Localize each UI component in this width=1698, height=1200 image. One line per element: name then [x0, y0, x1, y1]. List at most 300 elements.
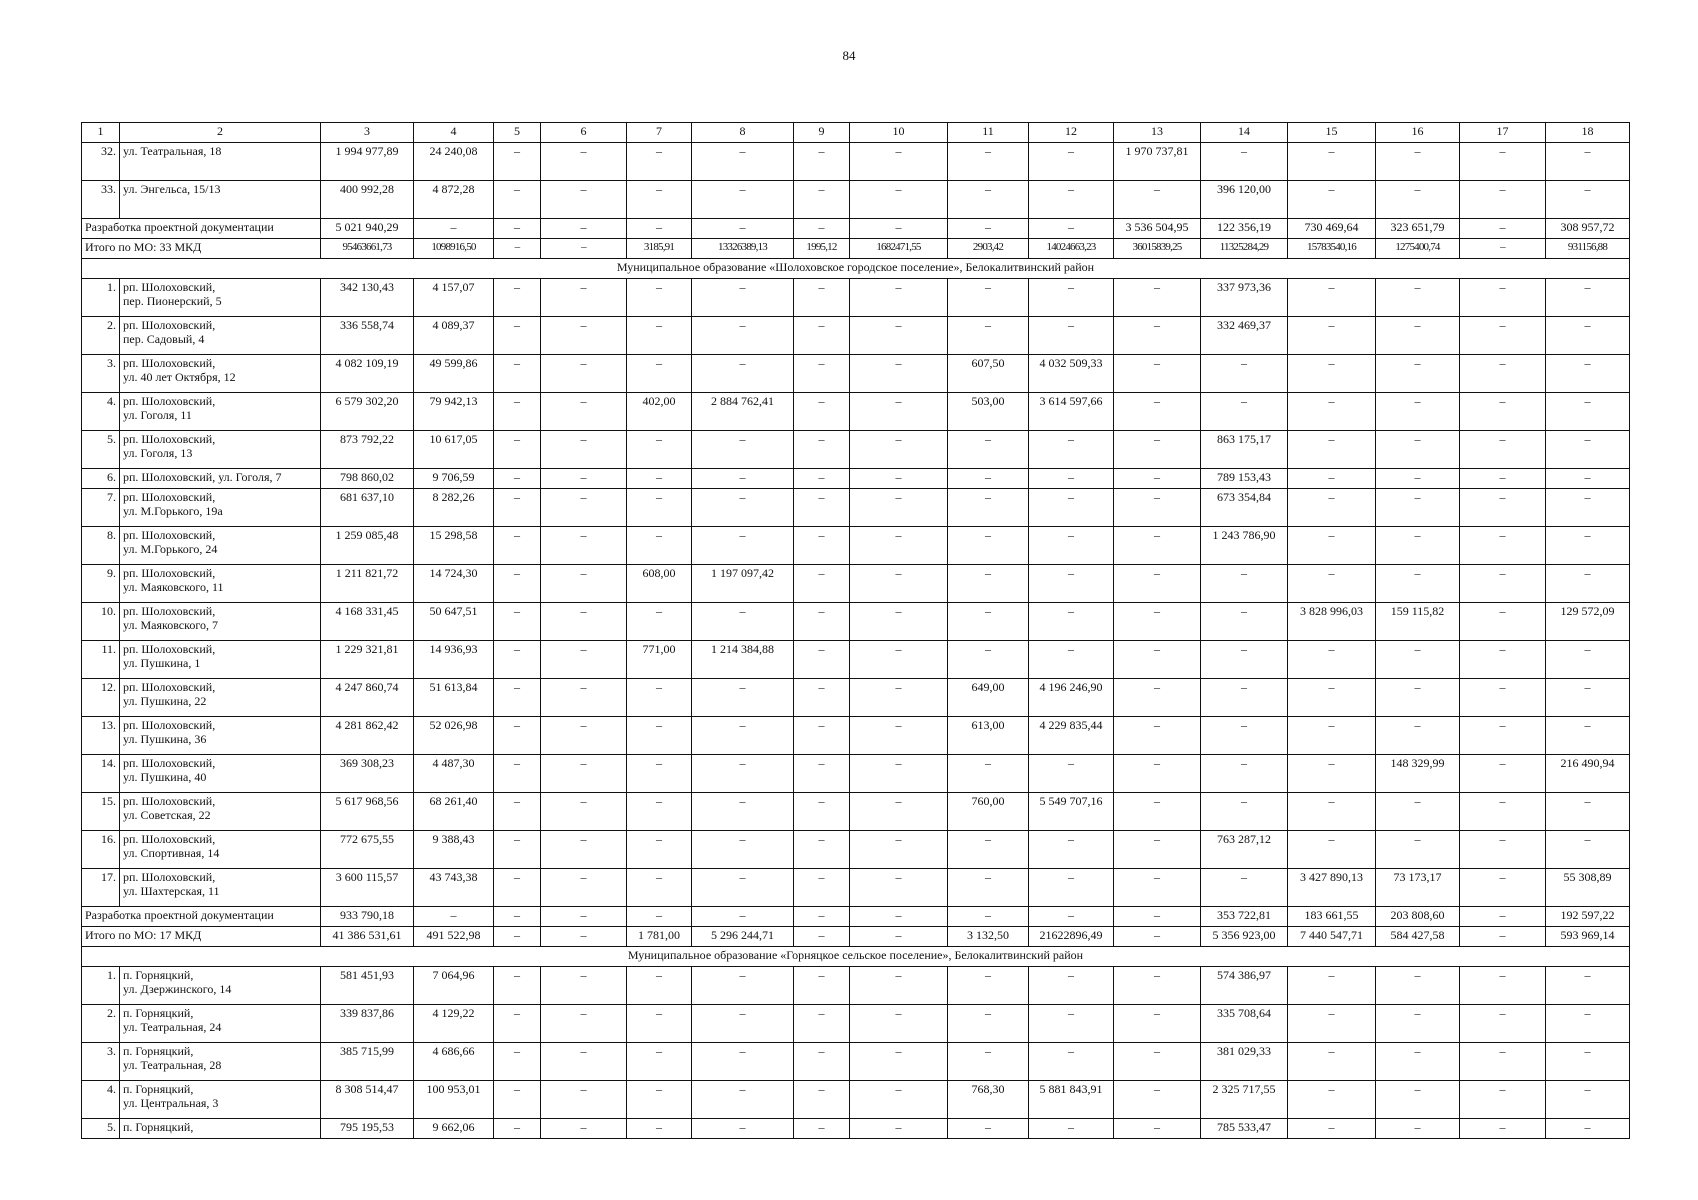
- table-row: [82, 469, 1630, 489]
- table-cell: –: [1546, 565, 1630, 603]
- summary-row: [82, 907, 1630, 927]
- table-cell: –: [541, 317, 627, 355]
- table-cell: 14 724,30: [414, 565, 494, 603]
- table-cell: –: [1546, 431, 1630, 469]
- table-cell: –: [1029, 143, 1114, 181]
- table-cell: 1275400,74: [1376, 239, 1460, 259]
- table-cell: –: [541, 1081, 627, 1119]
- table-cell: –: [1114, 907, 1201, 927]
- address-line-2: ул. 40 лет Октября, 12: [123, 370, 236, 384]
- table-cell: 4 089,37: [414, 317, 494, 355]
- row-number: 4.: [82, 1081, 120, 1119]
- table-cell: –: [794, 603, 850, 641]
- address-line-2: ул. Пушкина, 1: [123, 656, 201, 670]
- table-cell: 4 686,66: [414, 1043, 494, 1081]
- table-cell: –: [1114, 793, 1201, 831]
- table-cell: 339 837,86: [321, 1005, 414, 1043]
- table-cell: –: [1546, 143, 1630, 181]
- table-cell: –: [1546, 1043, 1630, 1081]
- address-line-2: ул. Маяковского, 7: [123, 618, 218, 632]
- address-line-2: ул. Пушкина, 36: [123, 732, 207, 746]
- table-cell: –: [1114, 927, 1201, 947]
- table-cell: 873 792,22: [321, 431, 414, 469]
- table-cell: –: [850, 565, 948, 603]
- address-cell: [120, 755, 321, 793]
- table-cell: –: [850, 869, 948, 907]
- table-cell: –: [1376, 565, 1460, 603]
- table-cell: –: [1288, 527, 1376, 565]
- table-cell: –: [1114, 755, 1201, 793]
- table-cell: –: [1376, 355, 1460, 393]
- table-cell: –: [1460, 1081, 1546, 1119]
- column-header: 17: [1460, 123, 1546, 143]
- table-row: [82, 603, 1630, 641]
- table-cell: 5 356 923,00: [1201, 927, 1288, 947]
- table-cell: –: [948, 1043, 1029, 1081]
- table-cell: –: [494, 967, 541, 1005]
- table-cell: –: [794, 717, 850, 755]
- table-cell: –: [1460, 1119, 1546, 1139]
- address-cell: [120, 603, 321, 641]
- table-cell: –: [850, 469, 948, 489]
- table-cell: 337 973,36: [1201, 279, 1288, 317]
- column-header: 2: [120, 123, 321, 143]
- table-cell: –: [948, 565, 1029, 603]
- table-cell: 122 356,19: [1201, 219, 1288, 239]
- table-cell: –: [794, 469, 850, 489]
- table-cell: –: [692, 355, 794, 393]
- column-header: 6: [541, 123, 627, 143]
- table-cell: –: [494, 927, 541, 947]
- table-cell: –: [1460, 469, 1546, 489]
- address-cell: [120, 1005, 321, 1043]
- table-cell: –: [494, 1119, 541, 1139]
- address-line-2: ул. Пушкина, 40: [123, 770, 207, 784]
- table-cell: 3 828 996,03: [1288, 603, 1376, 641]
- table-cell: –: [1029, 565, 1114, 603]
- table-cell: –: [1460, 755, 1546, 793]
- table-cell: –: [1029, 755, 1114, 793]
- table-cell: –: [794, 181, 850, 219]
- table-cell: –: [627, 679, 692, 717]
- table-cell: 4 247 860,74: [321, 679, 414, 717]
- column-header: 1: [82, 123, 120, 143]
- table-cell: –: [692, 1081, 794, 1119]
- table-cell: –: [1460, 393, 1546, 431]
- column-header: 5: [494, 123, 541, 143]
- table-cell: –: [850, 279, 948, 317]
- table-cell: 14 936,93: [414, 641, 494, 679]
- table-cell: –: [1029, 641, 1114, 679]
- table-cell: 763 287,12: [1201, 831, 1288, 869]
- table-cell: –: [850, 641, 948, 679]
- table-cell: –: [1460, 565, 1546, 603]
- address-line-2: ул. Театральная, 28: [123, 1058, 222, 1072]
- table-cell: –: [850, 355, 948, 393]
- summary-row: [82, 927, 1630, 947]
- table-cell: –: [1114, 279, 1201, 317]
- table-cell: –: [494, 143, 541, 181]
- table-cell: –: [541, 469, 627, 489]
- table-cell: –: [692, 143, 794, 181]
- table-cell: –: [948, 755, 1029, 793]
- address-cell: [120, 469, 321, 489]
- table-cell: –: [1546, 831, 1630, 869]
- table-cell: –: [1376, 1005, 1460, 1043]
- row-number: 12.: [82, 679, 120, 717]
- table-cell: 613,00: [948, 717, 1029, 755]
- table-cell: –: [1376, 143, 1460, 181]
- table-cell: –: [1201, 755, 1288, 793]
- table-cell: 4 196 246,90: [1029, 679, 1114, 717]
- table-cell: 681 637,10: [321, 489, 414, 527]
- table-cell: –: [1376, 641, 1460, 679]
- table-cell: 21622896,49: [1029, 927, 1114, 947]
- row-number: 33.: [82, 181, 120, 219]
- table-cell: –: [850, 143, 948, 181]
- table-cell: –: [692, 831, 794, 869]
- table-cell: –: [1114, 355, 1201, 393]
- table-cell: 7 064,96: [414, 967, 494, 1005]
- table-cell: –: [850, 927, 948, 947]
- table-cell: 52 026,98: [414, 717, 494, 755]
- table-cell: –: [541, 717, 627, 755]
- table-cell: 4 229 835,44: [1029, 717, 1114, 755]
- table-cell: 771,00: [627, 641, 692, 679]
- table-cell: –: [541, 869, 627, 907]
- address-line-2: ул. Маяковского, 11: [123, 580, 224, 594]
- address-line-2: ул. Спортивная, 14: [123, 846, 220, 860]
- table-cell: 863 175,17: [1201, 431, 1288, 469]
- summary-label: Итого по МО: 17 МКД: [82, 927, 321, 947]
- address-line-2: пер. Пионерский, 5: [123, 294, 222, 308]
- address-line-1: рп. Шолоховский,: [123, 318, 216, 332]
- table-cell: –: [948, 527, 1029, 565]
- table-cell: –: [948, 143, 1029, 181]
- table-cell: –: [692, 717, 794, 755]
- table-cell: –: [1288, 489, 1376, 527]
- table-cell: –: [1460, 143, 1546, 181]
- table-cell: –: [1460, 641, 1546, 679]
- table-cell: 5 549 707,16: [1029, 793, 1114, 831]
- address-line-1: п. Горняцкий,: [123, 1120, 194, 1134]
- table-cell: –: [1114, 317, 1201, 355]
- table-cell: –: [692, 755, 794, 793]
- row-number: 16.: [82, 831, 120, 869]
- table-cell: –: [948, 831, 1029, 869]
- table-cell: –: [692, 1119, 794, 1139]
- table-cell: 159 115,82: [1376, 603, 1460, 641]
- table-cell: –: [541, 565, 627, 603]
- table-cell: –: [1288, 793, 1376, 831]
- table-cell: –: [692, 317, 794, 355]
- table-cell: 931156,88: [1546, 239, 1630, 259]
- table-cell: –: [692, 869, 794, 907]
- table-cell: 50 647,51: [414, 603, 494, 641]
- table-cell: –: [948, 641, 1029, 679]
- column-header: 14: [1201, 123, 1288, 143]
- table-cell: 36015839,25: [1114, 239, 1201, 259]
- table-cell: –: [1546, 967, 1630, 1005]
- table-cell: –: [1029, 1005, 1114, 1043]
- table-cell: 789 153,43: [1201, 469, 1288, 489]
- table-cell: 14024663,23: [1029, 239, 1114, 259]
- table-cell: –: [1376, 717, 1460, 755]
- table-cell: –: [1201, 565, 1288, 603]
- table-cell: –: [1546, 355, 1630, 393]
- table-cell: –: [1376, 181, 1460, 219]
- table-cell: –: [1460, 869, 1546, 907]
- table-cell: –: [494, 431, 541, 469]
- table-cell: –: [1460, 279, 1546, 317]
- table-cell: 1995,12: [794, 239, 850, 259]
- table-cell: 8 308 514,47: [321, 1081, 414, 1119]
- table-cell: 4 129,22: [414, 1005, 494, 1043]
- page-number: 84: [842, 48, 856, 63]
- table-cell: 183 661,55: [1288, 907, 1376, 927]
- address-line-1: рп. Шолоховский,: [123, 280, 216, 294]
- table-cell: 1 211 821,72: [321, 565, 414, 603]
- table-body: [82, 123, 1630, 1139]
- table-cell: –: [541, 219, 627, 239]
- table-cell: –: [494, 869, 541, 907]
- address-line-1: рп. Шолоховский,: [123, 356, 216, 370]
- table-row: [82, 1005, 1630, 1043]
- table-cell: –: [1288, 967, 1376, 1005]
- table-cell: 4 281 862,42: [321, 717, 414, 755]
- table-cell: –: [1288, 469, 1376, 489]
- table-cell: –: [494, 907, 541, 927]
- table-cell: –: [948, 603, 1029, 641]
- table-cell: 730 469,64: [1288, 219, 1376, 239]
- section-row: [82, 259, 1630, 279]
- table-cell: –: [850, 431, 948, 469]
- column-header: 9: [794, 123, 850, 143]
- address-line-2: ул. Центральная, 3: [123, 1096, 219, 1110]
- address-cell: [120, 355, 321, 393]
- address-cell: [120, 1081, 321, 1119]
- table-cell: 607,50: [948, 355, 1029, 393]
- table-cell: –: [1376, 831, 1460, 869]
- table-cell: –: [692, 279, 794, 317]
- table-cell: –: [627, 1081, 692, 1119]
- table-cell: 100 953,01: [414, 1081, 494, 1119]
- table-cell: –: [1114, 527, 1201, 565]
- table-cell: –: [494, 755, 541, 793]
- table-cell: –: [1460, 967, 1546, 1005]
- table-row: [82, 831, 1630, 869]
- table-cell: –: [794, 527, 850, 565]
- table-cell: –: [1029, 831, 1114, 869]
- table-cell: –: [1460, 603, 1546, 641]
- table-cell: –: [1376, 967, 1460, 1005]
- table-cell: –: [1460, 927, 1546, 947]
- table-cell: 3 600 115,57: [321, 869, 414, 907]
- row-number: 10.: [82, 603, 120, 641]
- table-cell: –: [948, 181, 1029, 219]
- table-cell: –: [1288, 355, 1376, 393]
- table-cell: –: [541, 755, 627, 793]
- table-cell: –: [1029, 907, 1114, 927]
- table-cell: –: [627, 181, 692, 219]
- section-title: Муниципальное образование «Горняцкое сельское поселение», Белокалитвинский район: [82, 947, 1630, 967]
- table-cell: –: [794, 317, 850, 355]
- table-cell: –: [541, 1005, 627, 1043]
- table-cell: 43 743,38: [414, 869, 494, 907]
- table-cell: –: [692, 793, 794, 831]
- table-cell: 10 617,05: [414, 431, 494, 469]
- address-line-1: п. Горняцкий,: [123, 1044, 194, 1058]
- table-cell: –: [850, 755, 948, 793]
- address-line-1: рп. Шолоховский,: [123, 794, 216, 808]
- table-cell: –: [692, 181, 794, 219]
- table-cell: –: [1114, 717, 1201, 755]
- table-cell: –: [1288, 565, 1376, 603]
- table-cell: –: [627, 1005, 692, 1043]
- table-cell: –: [692, 469, 794, 489]
- table-cell: –: [850, 831, 948, 869]
- table-cell: –: [1029, 527, 1114, 565]
- address-line-1: рп. Шолоховский,: [123, 490, 216, 504]
- address-line-1: п. Горняцкий,: [123, 968, 194, 982]
- table-cell: –: [692, 527, 794, 565]
- table-cell: –: [627, 317, 692, 355]
- table-cell: –: [1288, 679, 1376, 717]
- table-cell: –: [794, 279, 850, 317]
- table-cell: –: [1460, 317, 1546, 355]
- table-cell: –: [850, 317, 948, 355]
- table-cell: –: [1546, 793, 1630, 831]
- column-header: 8: [692, 123, 794, 143]
- address-line-2: ул. Театральная, 24: [123, 1020, 222, 1034]
- table-cell: 323 651,79: [1376, 219, 1460, 239]
- table-cell: –: [494, 219, 541, 239]
- table-cell: –: [1460, 431, 1546, 469]
- table-cell: –: [1460, 239, 1546, 259]
- table-cell: –: [1376, 279, 1460, 317]
- table-cell: –: [494, 793, 541, 831]
- row-number: 1.: [82, 967, 120, 1005]
- address-line-1: рп. Шолоховский,: [123, 432, 216, 446]
- table-cell: –: [1288, 393, 1376, 431]
- table-cell: –: [1288, 717, 1376, 755]
- table-cell: –: [1288, 317, 1376, 355]
- address-line-1: п. Горняцкий,: [123, 1006, 194, 1020]
- section-row: [82, 947, 1630, 967]
- table-cell: 1 197 097,42: [692, 565, 794, 603]
- table-cell: 216 490,94: [1546, 755, 1630, 793]
- table-cell: –: [627, 489, 692, 527]
- table-cell: 8 282,26: [414, 489, 494, 527]
- table-cell: –: [1460, 831, 1546, 869]
- table-cell: –: [1546, 489, 1630, 527]
- row-number: 7.: [82, 489, 120, 527]
- table-cell: –: [1201, 717, 1288, 755]
- address-line-1: п. Горняцкий,: [123, 1082, 194, 1096]
- address-line-1: рп. Шолоховский,: [123, 566, 216, 580]
- table-row: [82, 279, 1630, 317]
- table-cell: 584 427,58: [1376, 927, 1460, 947]
- table-cell: 332 469,37: [1201, 317, 1288, 355]
- table-cell: 192 597,22: [1546, 907, 1630, 927]
- table-cell: –: [1376, 469, 1460, 489]
- address-line-2: ул. Шахтерская, 11: [123, 884, 220, 898]
- table-cell: –: [850, 219, 948, 239]
- table-cell: –: [541, 431, 627, 469]
- table-cell: –: [850, 1043, 948, 1081]
- table-cell: –: [1460, 1043, 1546, 1081]
- table-cell: 15 298,58: [414, 527, 494, 565]
- table-cell: –: [1376, 1043, 1460, 1081]
- table-cell: –: [541, 967, 627, 1005]
- table-cell: 760,00: [948, 793, 1029, 831]
- table-cell: –: [850, 1005, 948, 1043]
- table-cell: –: [1114, 869, 1201, 907]
- table-cell: –: [1546, 1119, 1630, 1139]
- address-cell: [120, 641, 321, 679]
- table-cell: –: [794, 431, 850, 469]
- table-cell: –: [794, 907, 850, 927]
- table-cell: –: [1114, 1119, 1201, 1139]
- table-cell: –: [1114, 641, 1201, 679]
- address-line-1: рп. Шолоховский,: [123, 604, 216, 618]
- table-cell: –: [1460, 717, 1546, 755]
- table-cell: 7 440 547,71: [1288, 927, 1376, 947]
- table-cell: 9 388,43: [414, 831, 494, 869]
- table-row: [82, 641, 1630, 679]
- table-cell: –: [494, 317, 541, 355]
- table-cell: –: [692, 679, 794, 717]
- table-row: [82, 793, 1630, 831]
- summary-row: [82, 239, 1630, 259]
- table-cell: –: [1029, 431, 1114, 469]
- row-number: 13.: [82, 717, 120, 755]
- table-cell: 335 708,64: [1201, 1005, 1288, 1043]
- table-cell: –: [794, 927, 850, 947]
- table-cell: –: [1201, 355, 1288, 393]
- table-cell: –: [494, 565, 541, 603]
- table-cell: 1 781,00: [627, 927, 692, 947]
- summary-row: [82, 219, 1630, 239]
- address-line-1: ул. Энгельса, 15/13: [123, 182, 221, 196]
- table-cell: 396 120,00: [1201, 181, 1288, 219]
- table-cell: –: [627, 219, 692, 239]
- table-cell: –: [948, 469, 1029, 489]
- table-cell: –: [948, 1119, 1029, 1139]
- table-cell: –: [494, 1005, 541, 1043]
- table-cell: –: [494, 469, 541, 489]
- table-cell: –: [1114, 431, 1201, 469]
- table-cell: –: [1288, 641, 1376, 679]
- table-cell: –: [541, 831, 627, 869]
- table-cell: –: [1029, 603, 1114, 641]
- table-row: [82, 355, 1630, 393]
- table-cell: 5 021 940,29: [321, 219, 414, 239]
- row-number: 5.: [82, 1119, 120, 1139]
- column-header: 3: [321, 123, 414, 143]
- table-cell: –: [692, 489, 794, 527]
- address-cell: [120, 527, 321, 565]
- table-cell: –: [627, 469, 692, 489]
- table-cell: 381 029,33: [1201, 1043, 1288, 1081]
- table-cell: –: [627, 603, 692, 641]
- table-cell: –: [850, 1081, 948, 1119]
- table-cell: –: [1288, 431, 1376, 469]
- table-cell: –: [794, 869, 850, 907]
- address-line-1: рп. Шолоховский,: [123, 756, 216, 770]
- table-cell: –: [1460, 1005, 1546, 1043]
- table-cell: –: [692, 603, 794, 641]
